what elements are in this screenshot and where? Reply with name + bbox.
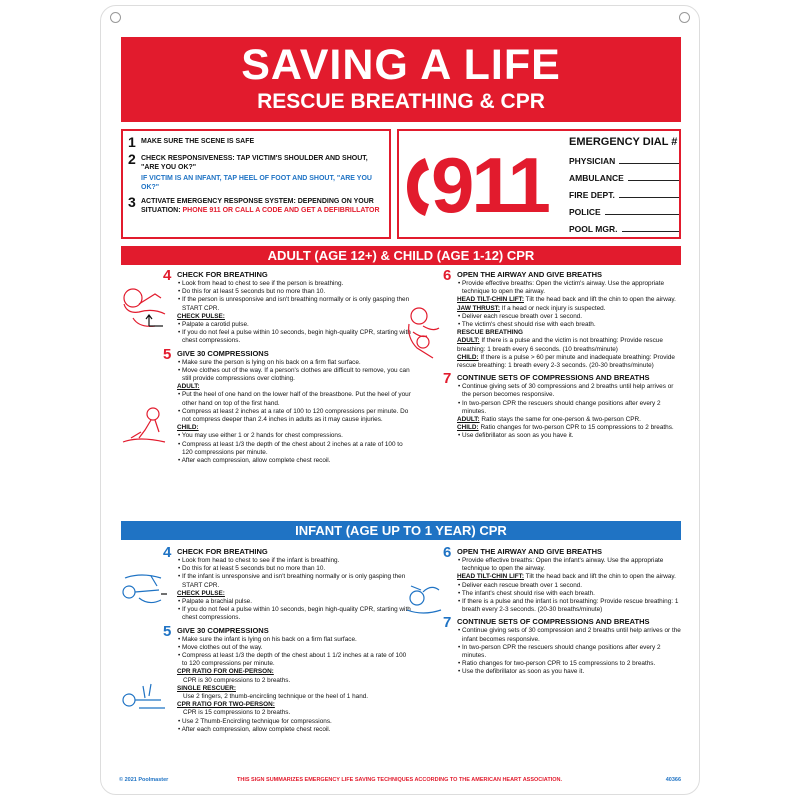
dial-label: POOL MGR. (569, 224, 618, 234)
labeled-line: JAW THRUST: If a head or neck injury is suspected. (457, 304, 606, 312)
infant-step-5 (163, 622, 413, 734)
infant-right-column (443, 544, 683, 680)
step-title: GIVE 30 COMPRESSIONS (177, 625, 269, 635)
bullet: • Look from head to chest to see if the person is breathing. (178, 280, 344, 287)
bullet: • Use 2 Thumb-Encircling technique for compressions. (178, 717, 332, 725)
mounting-hole-icon (679, 12, 690, 23)
step-number: 5 (163, 622, 172, 640)
subheading: CHILD: (177, 424, 199, 432)
intro-step (128, 135, 384, 149)
infant-airway-illustration-icon (403, 576, 443, 626)
labeled-line: ADULT: If there is a pulse and the victim is not breathing: Provide rescue breathing: 1 breath every 6 seconds. (10 breaths/minute) (457, 337, 663, 353)
labeled-line: CHILD: Ratio changes for two-person CPR to 15 compressions to 2 breaths. (457, 424, 674, 432)
infant-step-6 (443, 544, 683, 614)
page-subtitle: RESCUE BREATHING & CPR (257, 90, 545, 113)
bullet: • Continue giving sets of 30 compressions and 2 breaths until help arrives or the person becomes responsive. (458, 383, 674, 399)
adult-step-4 (163, 267, 413, 346)
step-text: MAKE SURE THE SCENE IS SAFE (141, 138, 255, 145)
intro-steps-box (121, 129, 391, 239)
write-in-line (619, 197, 679, 198)
cpr-sign (100, 5, 700, 795)
emergency-dial-box (397, 129, 681, 239)
step-note: PHONE 911 OR CALL A CODE AND GET A DEFIBRILLATOR (182, 207, 380, 214)
bullet: • You may use either 1 or 2 hands for chest compressions. (178, 432, 343, 440)
step-number: 6 (443, 544, 452, 561)
bullet: • Compress at least 1/3 the depth of the chest about 2 inches at a rate of 100 to 120 compressions per minute. (178, 440, 403, 456)
detail-line: Use 2 fingers, 2 thumb-encircling technique or the heel of 1 hand. (183, 693, 369, 701)
dial-row (569, 183, 679, 200)
bullet: • Ratio changes for two-person CPR to 15 compressions to 2 breaths. (458, 660, 656, 668)
bullet: • Use defibrillator as soon as you have it. (458, 432, 574, 440)
detail-line: CPR is 30 compressions to 2 breaths. (183, 676, 291, 684)
bullet: • Deliver each rescue breath over 1 second. (458, 312, 583, 320)
infant-step-4 (163, 544, 413, 623)
bullet: • After each compression, allow complete chest recoil. (178, 725, 331, 733)
bullet: • Make sure the infant is lying on his back on a firm flat surface. (178, 635, 357, 643)
write-in-line (622, 231, 680, 232)
dial-list (569, 135, 679, 234)
write-in-line (628, 180, 679, 181)
bullet: • Provide effective breaths: Open the infant's airway. Use the appropriate technique to open the airway. (458, 557, 664, 573)
labeled-line: HEAD TILT-CHIN LIFT: Tilt the head back and lift the chin to open the airway. (457, 573, 676, 581)
title-banner (121, 37, 681, 122)
emergency-number (405, 135, 548, 235)
bullet: • Provide effective breaths: Open the victim's airway. Use the appropriate technique to open the airway. (458, 280, 665, 296)
bullet: • If you do not feel a pulse within 10 seconds, begin high-quality CPR, starting with chest compressions. (178, 606, 411, 622)
pulse-check-illustration-icon (119, 284, 169, 334)
bullet: • Do this for at least 5 seconds but no more than 10. (178, 288, 326, 296)
infant-compression-illustration-icon (121, 678, 169, 718)
emergency-number-text: 911 (431, 141, 548, 229)
bullet: • Palpate a carotid pulse. (178, 321, 249, 329)
bullet: • Continue giving sets of 30 compression and 2 breaths until help arrives or the infant becomes responsive. (458, 627, 681, 643)
page-title: SAVING A LIFE (241, 41, 561, 89)
mounting-hole-icon (110, 12, 121, 23)
airway-illustration-icon (403, 302, 443, 362)
bullet: • Move clothes out of the way. (178, 643, 263, 651)
dial-label: PHYSICIAN (569, 156, 616, 166)
dial-label: AMBULANCE (569, 173, 624, 183)
detail-line: CPR is 15 compressions to 2 breaths. (183, 709, 291, 717)
bullet: • Deliver each rescue breath over 1 second. (458, 581, 583, 589)
dial-row (569, 166, 679, 183)
bullet: • Palpate a brachial pulse. (178, 598, 253, 606)
adult-step-5 (163, 345, 413, 466)
adult-left-column (163, 267, 413, 468)
step-number: 1 (128, 134, 136, 150)
subheading: CHECK PULSE: (177, 312, 225, 320)
dial-row (569, 149, 679, 166)
subheading: CPR RATIO FOR TWO-PERSON: (177, 701, 275, 709)
dial-title: EMERGENCY DIAL # (569, 136, 678, 148)
bullet: • After each compression, allow complete chest recoil. (178, 457, 331, 465)
subheading: SINGLE RESCUER: (177, 684, 236, 692)
bullet: • The victim's chest should rise with each breath. (458, 321, 596, 329)
bullet: • The infant's chest should rise with each breath. (458, 589, 595, 597)
write-in-line (605, 214, 679, 215)
step-number: 5 (163, 345, 172, 363)
step-number: 4 (163, 267, 172, 284)
bullet: • If there is a pulse and the infant is not breathing: Provide rescue breathing: 1 breath every 2-3 seconds. (20-30 breaths/minute) (458, 598, 679, 614)
disclaimer: THIS SIGN SUMMARIZES EMERGENCY LIFE SAVING TECHNIQUES ACCORDING TO THE AMERICAN HEART ASSOCIATION. (237, 777, 563, 783)
dial-row (569, 217, 679, 234)
step-number: 2 (128, 151, 136, 167)
subheading: CHECK PULSE: (177, 589, 225, 597)
step-title: CONTINUE SETS OF COMPRESSIONS AND BREATHS (457, 373, 650, 383)
infant-pulse-illustration-icon (121, 566, 169, 616)
write-in-line (619, 163, 679, 164)
dial-label: POLICE (569, 207, 601, 217)
step-text: CHECK RESPONSIVENESS: TAP VICTIM'S SHOULDER AND SHOUT, "ARE YOU OK?" (141, 155, 368, 171)
bullet: • Make sure the person is lying on his back on a firm flat surface. (178, 358, 361, 366)
labeled-line: CHILD: If there is a pulse > 60 per minute and inadequate breathing: Provide rescue breathing: 1 breath every 2-3 seconds. (20-30 breaths/minute) (457, 353, 675, 370)
product-code: 40366 (665, 777, 681, 783)
dial-label: FIRE DEPT. (569, 190, 615, 200)
step-number: 6 (443, 267, 452, 284)
bullet: • Move clothes out of the way. If a person's clothes are difficult to remove, you can still provide compressions over clothing. (178, 366, 410, 383)
labeled-line: ADULT: Ratio stays the same for one-person & two-person CPR. (457, 416, 641, 424)
infant-section-heading: INFANT (AGE UP TO 1 YEAR) CPR (121, 521, 681, 540)
step-number: 3 (128, 194, 136, 210)
step-number: 7 (443, 614, 452, 632)
intro-step (128, 195, 384, 215)
subheading: RESCUE BREATHING (457, 329, 523, 337)
bullet: • Compress at least 1/3 the depth of the chest about 1 1/2 inches at a rate of 100 to 120 compressions per minute. (178, 652, 407, 668)
step-title: OPEN THE AIRWAY AND GIVE BREATHS (457, 270, 603, 279)
copyright: © 2021 Poolmaster (119, 777, 169, 783)
step-title: CONTINUE SETS OF COMPRESSIONS AND BREATHS (457, 617, 650, 627)
subheading: CPR RATIO FOR ONE-PERSON: (177, 668, 274, 676)
bullet: • Look from head to chest to see if the infant is breathing. (178, 557, 340, 564)
step-title: CHECK FOR BREATHING (177, 270, 268, 279)
chest-compression-illustration-icon (119, 406, 169, 451)
bullet: • Put the heel of one hand on the lower half of the breastbone. Put the heel of your other hand on top of the first hand. (178, 391, 411, 407)
bullet: • If you do not feel a pulse within 10 seconds, begin high-quality CPR, starting with chest compressions. (178, 329, 411, 345)
bullet: • In two-person CPR the rescuers should change positions after every 2 minutes. (458, 643, 661, 660)
step-title: GIVE 30 COMPRESSIONS (177, 348, 269, 358)
intro-step (128, 152, 384, 192)
labeled-line: HEAD TILT-CHIN LIFT: Tilt the head back and lift the chin to open the airway. (457, 296, 676, 304)
adult-step-6 (443, 267, 683, 370)
bullet: • In two-person CPR the rescuers should change positions after every 2 minutes. (458, 399, 661, 415)
subheading: ADULT: (177, 383, 200, 391)
step-title: OPEN THE AIRWAY AND GIVE BREATHS (457, 547, 603, 556)
dial-row (569, 200, 679, 217)
step-title: CHECK FOR BREATHING (177, 547, 268, 556)
step-note: IF VICTIM IS AN INFANT, TAP HEEL OF FOOT AND SHOUT, "ARE YOU OK?" (141, 175, 372, 191)
infant-left-column (163, 544, 413, 737)
adult-right-column (443, 267, 683, 444)
bullet: • Compress at least 2 inches at a rate of 100 to 120 compressions per minute. Do not compress deeper than 2.4 inches in adults as it may cause injuries. (178, 407, 409, 424)
bullet: • Use the defibrillator as soon as you have it. (458, 668, 585, 676)
bullet: • If the person is unresponsive and isn't breathing normally or is only gasping then START CPR. (178, 296, 410, 312)
bullet: • Do this for at least 5 seconds but no more than 10. (178, 565, 326, 573)
bullet: • If the infant is unresponsive and isn't breathing normally or is only gasping then START CPR. (178, 573, 406, 589)
step-number: 7 (443, 370, 452, 388)
adult-section-heading: ADULT (AGE 12+) & CHILD (AGE 1-12) CPR (121, 246, 681, 265)
step-number: 4 (163, 544, 172, 561)
step-text: ACTIVATE EMERGENCY RESPONSE SYSTEM: DEPENDING ON YOUR SITUATION: (141, 198, 374, 214)
adult-step-7 (443, 370, 683, 440)
infant-step-7 (443, 614, 683, 676)
phone-handset-icon (405, 156, 431, 218)
